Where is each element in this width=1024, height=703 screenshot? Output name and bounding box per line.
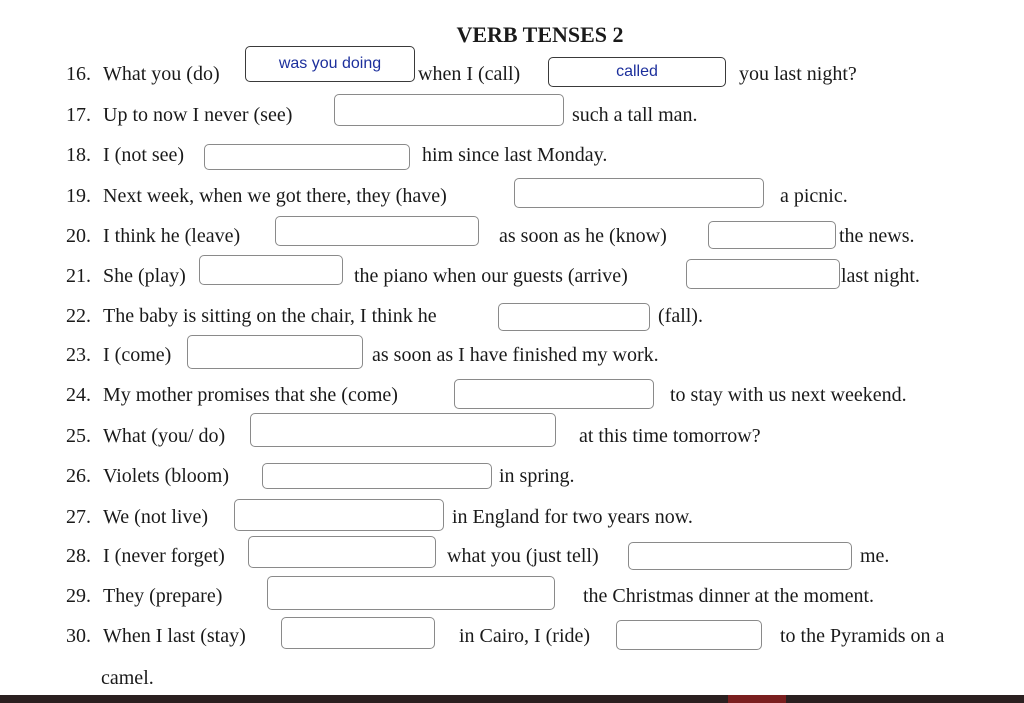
prompt-text: to the Pyramids on a — [780, 625, 945, 647]
prompt-text: in spring. — [499, 465, 575, 487]
prompt-text: Up to now I never (see) — [103, 104, 293, 126]
answer-input-30a[interactable] — [281, 617, 435, 649]
prompt-text: I (never forget) — [103, 545, 225, 567]
answer-input-21b[interactable] — [686, 259, 840, 289]
answer-input-16a[interactable] — [245, 46, 415, 82]
prompt-text: I (not see) — [103, 144, 185, 166]
prompt-text: What you (do) — [103, 63, 220, 85]
continuation-text: camel. — [101, 667, 154, 689]
prompt-text: in Cairo, I (ride) — [459, 625, 591, 647]
prompt-text: as soon as I have finished my work. — [372, 344, 659, 366]
worksheet-title: VERB TENSES 2 — [456, 22, 624, 47]
prompt-text: last night. — [841, 265, 920, 287]
item-number: 28. — [66, 545, 91, 567]
prompt-text: I (come) — [103, 344, 172, 366]
item-number: 22. — [66, 305, 91, 327]
prompt-text: the piano when our guests (arrive) — [354, 265, 628, 287]
item-number: 23. — [66, 344, 91, 366]
answer-input-20b[interactable] — [708, 221, 836, 249]
prompt-text: (fall). — [658, 305, 703, 327]
bottom-bar — [0, 695, 1024, 703]
answer-input-30b[interactable] — [616, 620, 762, 650]
prompt-text: such a tall man. — [572, 104, 698, 126]
item-number: 26. — [66, 465, 91, 487]
prompt-text: you last night? — [739, 63, 857, 85]
answer-input-27[interactable] — [234, 499, 444, 531]
item-number: 20. — [66, 225, 91, 247]
prompt-text: as soon as he (know) — [499, 225, 667, 247]
item-number: 27. — [66, 506, 91, 528]
prompt-text: to stay with us next weekend. — [670, 384, 907, 406]
prompt-text: Next week, when we got there, they (have) — [103, 185, 447, 207]
answer-input-20a[interactable] — [275, 216, 479, 246]
answer-input-28b[interactable] — [628, 542, 852, 570]
prompt-text: in England for two years now. — [452, 506, 693, 528]
prompt-text: When I last (stay) — [103, 625, 246, 647]
prompt-text: the news. — [839, 225, 915, 247]
answer-input-28a[interactable] — [248, 536, 436, 568]
prompt-text: him since last Monday. — [422, 144, 608, 166]
item-number: 18. — [66, 144, 91, 166]
prompt-text: She (play) — [103, 265, 186, 287]
answer-input-22[interactable] — [498, 303, 650, 331]
item-number: 19. — [66, 185, 91, 207]
item-number: 21. — [66, 265, 91, 287]
item-number: 16. — [66, 63, 91, 85]
answer-input-18[interactable] — [204, 144, 410, 170]
answer-input-19[interactable] — [514, 178, 764, 208]
item-number: 29. — [66, 585, 91, 607]
answer-input-25[interactable] — [250, 413, 556, 447]
bottom-bar-segment — [728, 695, 786, 703]
prompt-text: What (you/ do) — [103, 425, 226, 447]
prompt-text: what you (just tell) — [447, 545, 599, 567]
prompt-text: the Christmas dinner at the moment. — [583, 585, 875, 607]
prompt-text: when I (call) — [418, 63, 521, 85]
item-number: 30. — [66, 625, 91, 647]
prompt-text: me. — [860, 545, 890, 567]
answer-input-21a[interactable] — [199, 255, 343, 285]
item-number: 24. — [66, 384, 91, 406]
item-number: 25. — [66, 425, 91, 447]
prompt-text: Violets (bloom) — [103, 465, 230, 487]
prompt-text: The baby is sitting on the chair, I think he — [103, 305, 437, 327]
answer-input-24[interactable] — [454, 379, 654, 409]
prompt-text: My mother promises that she (come) — [103, 384, 398, 406]
answer-input-17[interactable] — [334, 94, 564, 126]
answer-input-26[interactable] — [262, 463, 492, 489]
prompt-text: a picnic. — [780, 185, 848, 207]
prompt-text: They (prepare) — [103, 585, 223, 607]
prompt-text: I think he (leave) — [103, 225, 241, 247]
answer-input-23[interactable] — [187, 335, 363, 369]
answer-input-16b[interactable] — [548, 57, 726, 87]
prompt-text: at this time tomorrow? — [579, 425, 761, 447]
answer-input-29[interactable] — [267, 576, 555, 610]
item-number: 17. — [66, 104, 91, 126]
prompt-text: We (not live) — [103, 506, 209, 528]
